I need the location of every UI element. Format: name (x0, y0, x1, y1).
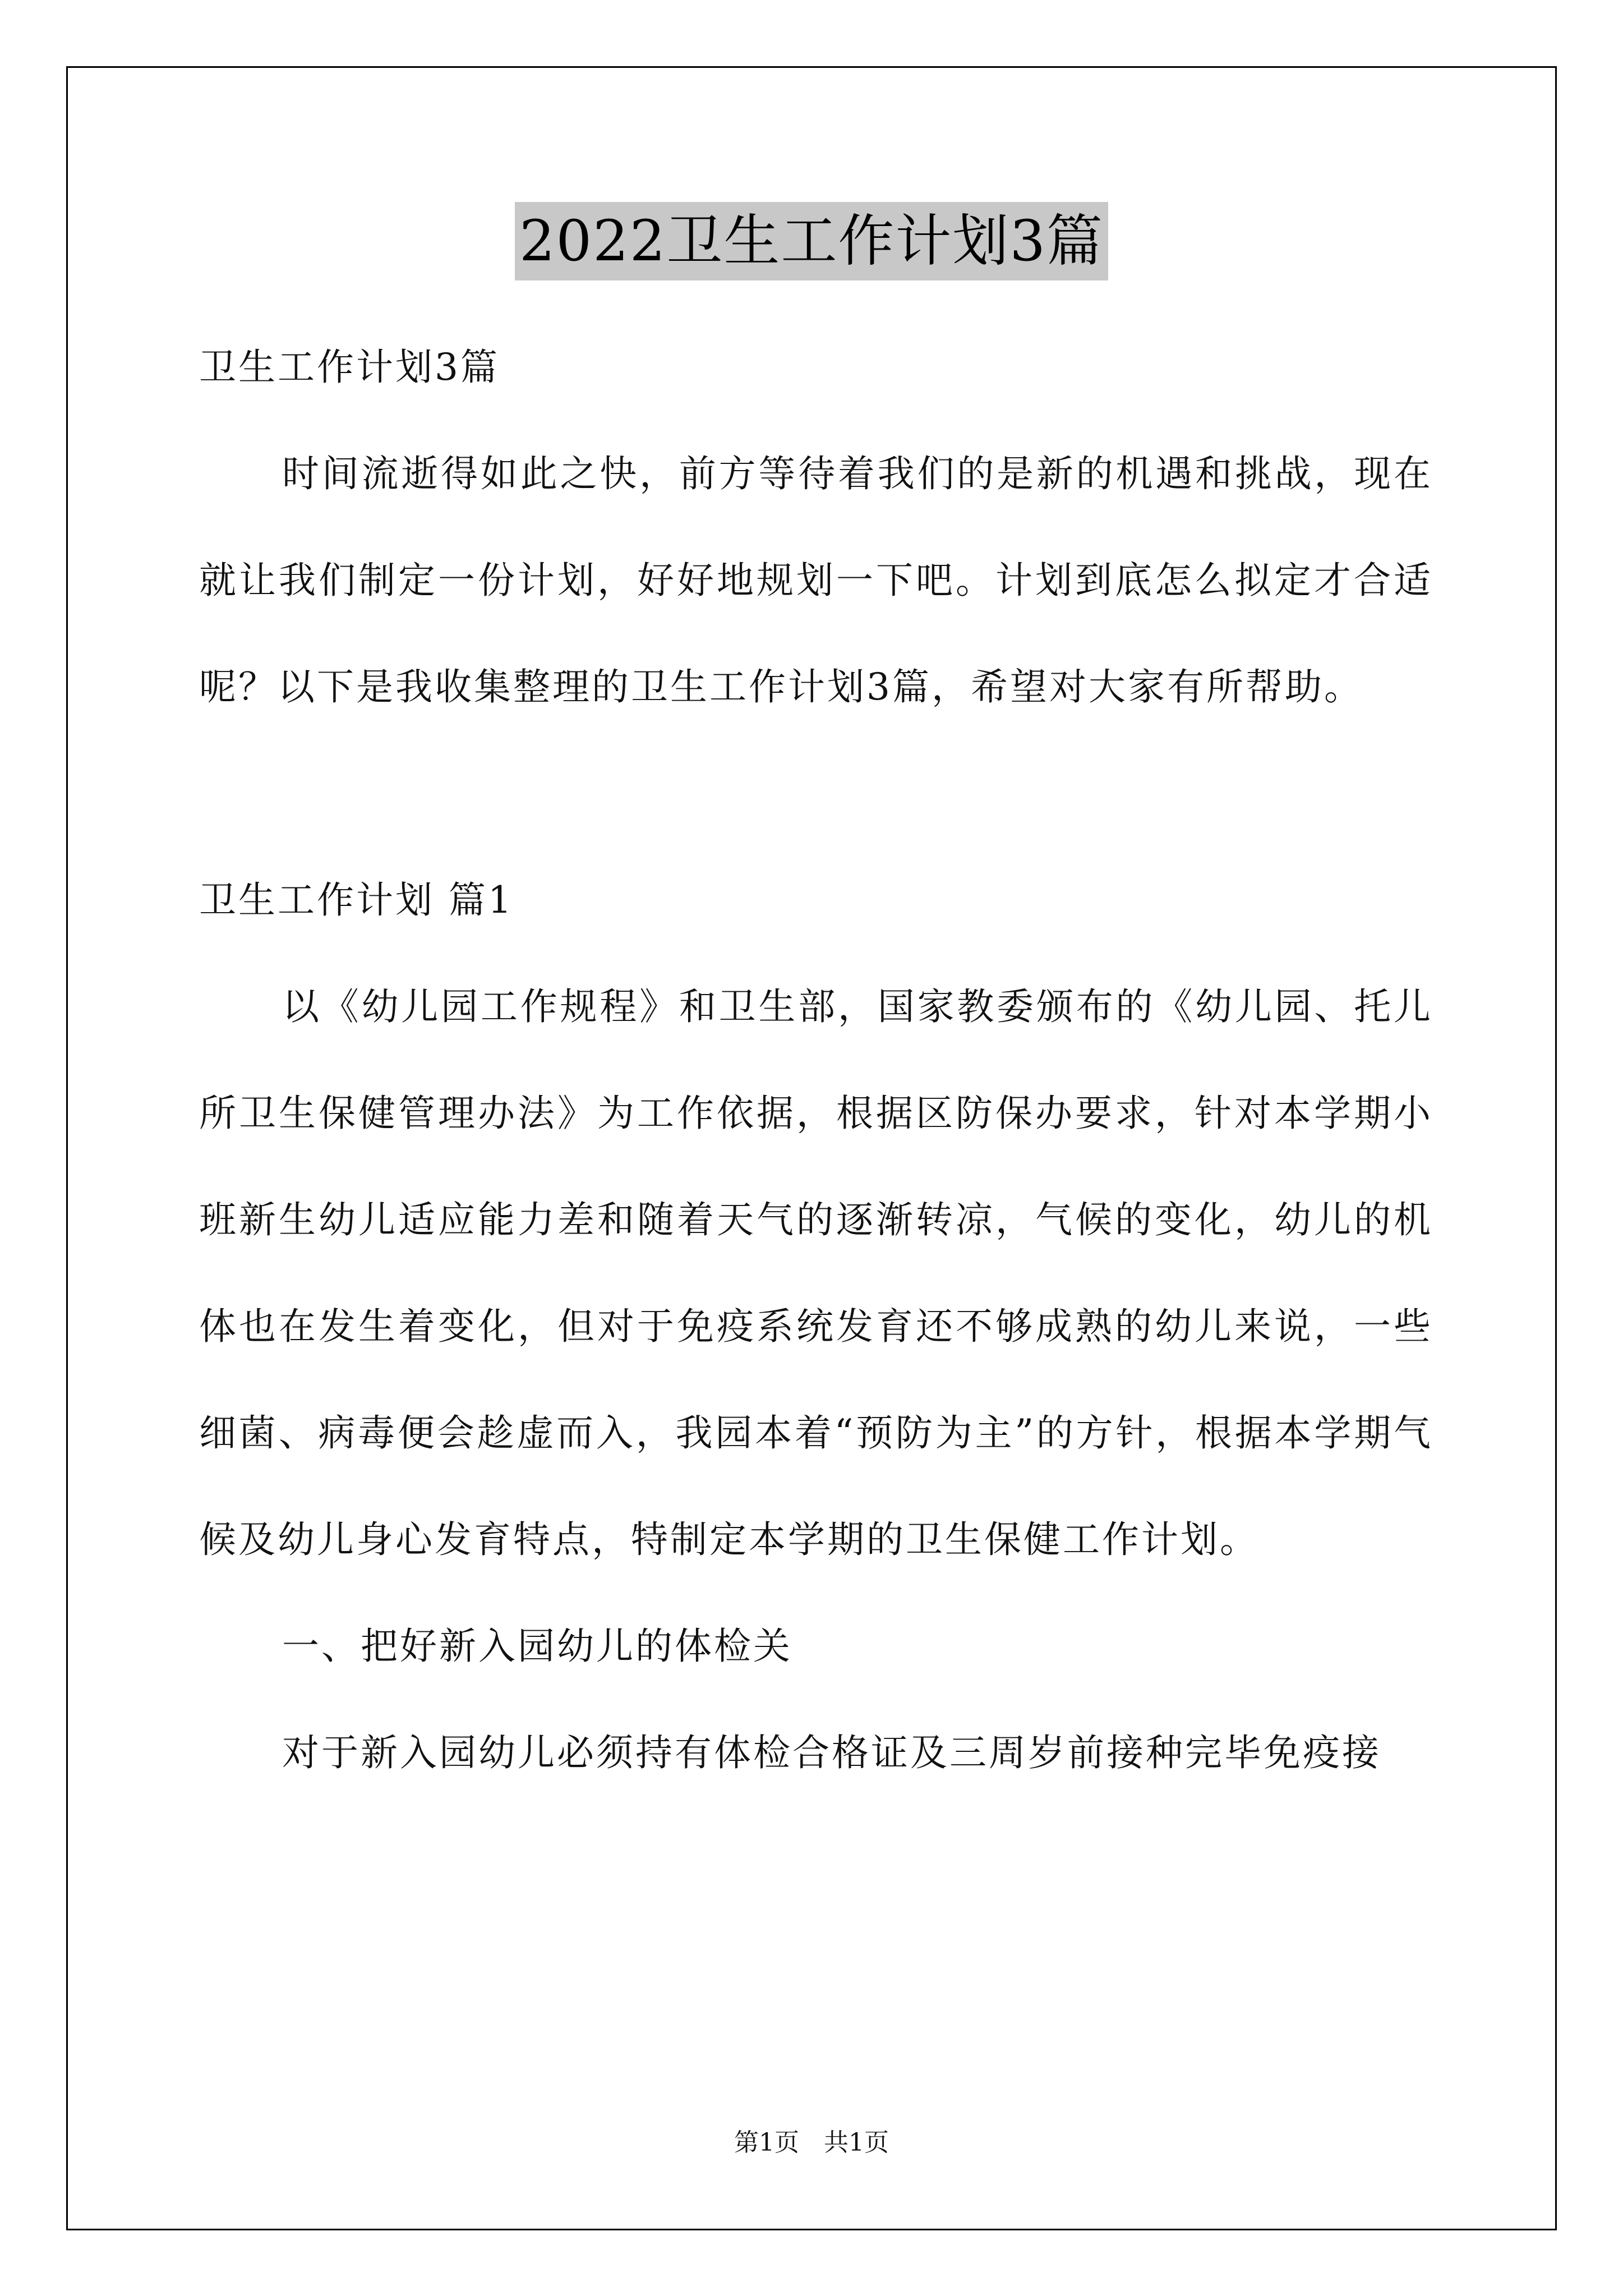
subheading-checkup: 一、把好新入园幼儿的体检关 (282, 1625, 792, 1668)
section-heading-part1: 卫生工作计划 篇1 (199, 878, 514, 922)
paragraph-intro: 时间流逝得如此之快，前方等待着我们的是新的机遇和挑战，现在就让我们制定一份计划，好好地规划一下吧。计划到底怎么拟定才合适呢？以下是我收集整理的卫生工作计划3篇，希望对大家有所帮助。 (199, 452, 1433, 708)
blank-line (199, 740, 1433, 847)
paragraph-checkup: 对于新入园幼儿必须持有体检合格证及三周岁前接种完毕免疫接 (282, 1731, 1381, 1774)
title-container (0, 202, 1623, 280)
paragraph-part1-body: 以《幼儿园工作规程》和卫生部，国家教委颁布的《幼儿园、托儿所卫生保健管理办法》为工作依据，根据区防保办要求，针对本学期小班新生幼儿适应能力差和随着天气的逐渐转凉，气候的变化，幼儿的机体也在发生着变化，但对于免疫系统发育还不够成熟的幼儿来说，一些细菌、病毒便会趁虚而入，我园本着“预防为主”的方针，根据本学期气候及幼儿身心发育特点，特制定本学期的卫生保健工作计划。 (199, 985, 1433, 1561)
section-heading-intro: 卫生工作计划3篇 (199, 346, 500, 389)
document-title: 2022卫生工作计划3篇 (515, 202, 1108, 280)
page-footer: 第1页 共1页 (734, 2128, 889, 2157)
document-body (199, 314, 1433, 1806)
